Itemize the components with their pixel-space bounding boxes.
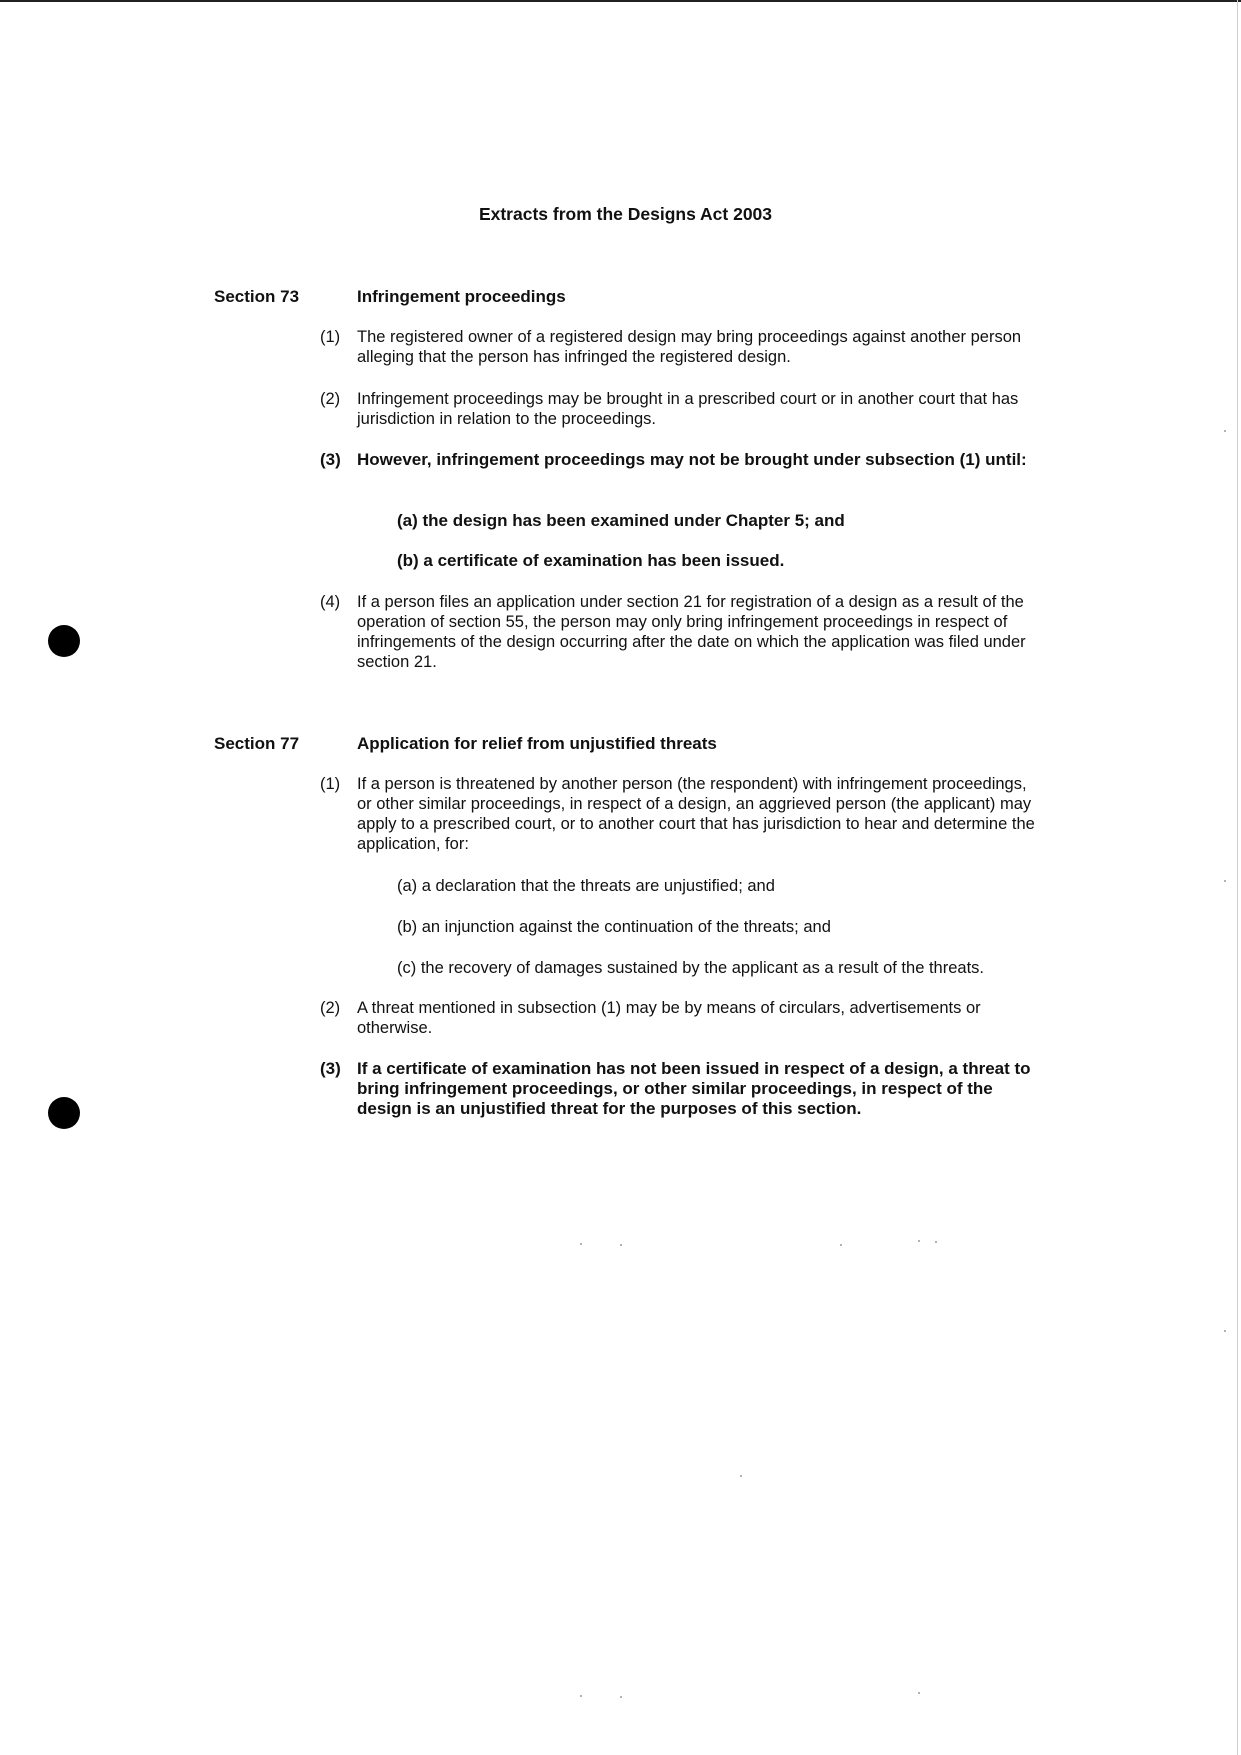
paragraph-text: A threat mentioned in subsection (1) may be by means of circulars, advertisements or otherwise. [357, 999, 981, 1037]
scan-speck [840, 1244, 842, 1246]
s77-paragraph-3 [320, 1059, 1040, 1119]
s77-paragraph-1 [320, 774, 1040, 854]
punch-hole-upper [48, 625, 80, 657]
scan-speck [620, 1696, 622, 1698]
scan-speck [1224, 880, 1226, 882]
paragraph-number: (1) [320, 775, 341, 793]
paragraph-number: (3) [320, 450, 341, 469]
scan-speck [918, 1692, 920, 1694]
paragraph-text: If a certificate of examination has not been issued in respect of a design, a threat to bring infringement proceedings, or other similar proceedings, in respect of the design is an unjustified threat for the purposes of this section. [357, 1059, 1031, 1118]
page-top-edge [0, 0, 1241, 2]
paragraph-number: (1) [320, 328, 341, 346]
scan-speck [935, 1241, 937, 1243]
document-title: Extracts from the Designs Act 2003 [478, 204, 773, 224]
s73-sub-item-a: (a) the design has been examined under Chapter 5; and [397, 511, 845, 530]
s73-paragraph-1 [320, 327, 1040, 367]
paragraph-text: If a person files an application under section 21 for registration of a design as a result of the operation of section 55, the person may only bring infringement proceedings in respect of infringements of the design occurring after the date on which the application was filed under section 21. [357, 593, 1026, 671]
punch-hole-lower [48, 1097, 80, 1129]
paragraph-number: (2) [320, 999, 341, 1017]
section-77-heading: Application for relief from unjustified threats [357, 734, 717, 753]
s73-paragraph-2 [320, 389, 1040, 429]
paragraph-text: Infringement proceedings may be brought in a prescribed court or in another court that has jurisdiction in relation to the proceedings. [357, 390, 1019, 428]
paragraph-number: (4) [320, 593, 341, 611]
paragraph-number: (3) [320, 1059, 341, 1078]
section-73-heading: Infringement proceedings [357, 287, 566, 306]
paragraph-number: (2) [320, 390, 341, 408]
s77-paragraph-2 [320, 998, 1040, 1038]
paragraph-text: If a person is threatened by another person (the respondent) with infringement proceedings, or other similar proceedings, in respect of a design, an aggrieved person (the applicant) may apply to a prescribed court, or to another court that has jurisdiction to hear and determine the application, for: [357, 775, 1035, 853]
scan-speck [918, 1240, 920, 1242]
paragraph-text: The registered owner of a registered design may bring proceedings against another person alleging that the person has infringed the registered design. [357, 328, 1022, 366]
s73-paragraph-3 [320, 450, 1040, 470]
s73-paragraph-4 [320, 592, 1040, 672]
paragraph-text: However, infringement proceedings may not be brought under subsection (1) until: [357, 450, 1027, 469]
s73-sub-item-b: (b) a certificate of examination has been issued. [397, 551, 785, 570]
s77-sub-item-b: (b) an injunction against the continuation of the threats; and [397, 918, 831, 936]
scan-speck [580, 1695, 582, 1697]
scan-speck [1224, 1330, 1226, 1332]
section-77-label: Section 77 [214, 734, 300, 753]
scan-speck [620, 1244, 622, 1246]
scan-speck [740, 1475, 742, 1477]
scan-speck [580, 1243, 582, 1245]
s77-sub-item-a: (a) a declaration that the threats are unjustified; and [397, 877, 775, 895]
scan-speck [1224, 430, 1226, 432]
s77-sub-item-c: (c) the recovery of damages sustained by the applicant as a result of the threats. [397, 959, 984, 977]
page-right-edge [1237, 0, 1238, 1755]
section-73-label: Section 73 [214, 287, 300, 306]
